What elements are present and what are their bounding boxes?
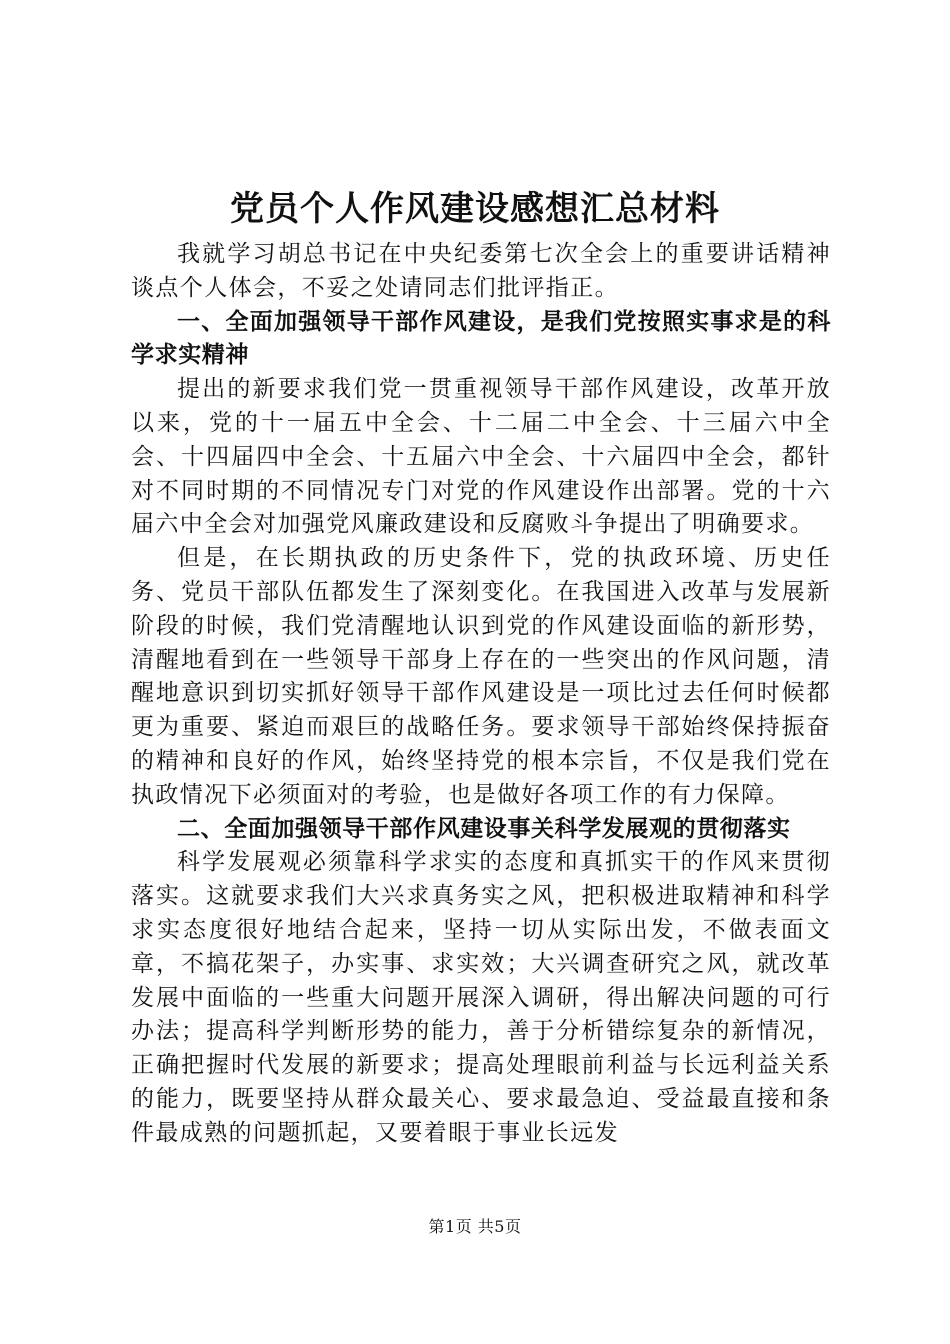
body-paragraph: 但是，在长期执政的历史条件下，党的执政环境、历史任务、党员干部队伍都发生了深刻变化。在我国进入改革与发展新阶段的时候，我们党清醒地认识到党的作风建设面临的新形势，清醒地看到在一些领导干部身上存在的一些突出的作风问题，清醒地意识到切实抓好领导干部作风建设是一项比过去任何时候都更为重要、紧迫而艰巨的战略任务。要求领导干部始终保持振奋的精神和良好的作风，始终坚持党的根本宗旨，不仅是我们党在执政情况下必须面对的考验，也是做好各项工作的有力保障。 — [131, 545, 831, 808]
page-number-footer: 第1页 共5页 — [428, 1217, 522, 1236]
body-paragraph: 提出的新要求我们党一贯重视领导干部作风建设，改革开放以来，党的十一届五中全会、十二届二中全会、十三届六中全会、十四届四中全会、十五届六中全会、十六届四中全会，都针对不同时期的不同情况专门对党的作风建设作出部署。党的十六届六中全会对加强党风廉政建设和反腐败斗争提出了明确要求。 — [131, 376, 831, 538]
intro-paragraph: 我就学习胡总书记在中央纪委第七次全会上的重要讲话精神谈点个人体会，不妥之处请同志们批评指正。 — [131, 241, 831, 301]
section-heading-1: 一、全面加强领导干部作风建设，是我们党按照实事求是的科学求实精神 — [131, 308, 831, 369]
document-body — [131, 238, 831, 1151]
section-heading-2: 二、全面加强领导干部作风建设事关科学发展观的贯彻落实 — [177, 815, 791, 842]
document-title: 党员个人作风建设感想汇总材料 — [230, 189, 720, 229]
body-paragraph: 科学发展观必须靠科学求实的态度和真抓实干的作风来贯彻落实。这就要求我们大兴求真务实之风，把积极进取精神和科学求实态度很好地结合起来，坚持一切从实际出发，不做表面文章，不搞花架子，办实事、求实效；大兴调查研究之风，就改革发展中面临的一些重大问题开展深入调研，得出解决问题的可行办法；提高科学判断形势的能力，善于分析错综复杂的新情况，正确把握时代发展的新要求；提高处理眼前利益与长远利益关系的能力，既要坚持从群众最关心、要求最急迫、受益最直接和条件最成熟的问题抓起，又要着眼于事业长远发 — [131, 849, 831, 1146]
